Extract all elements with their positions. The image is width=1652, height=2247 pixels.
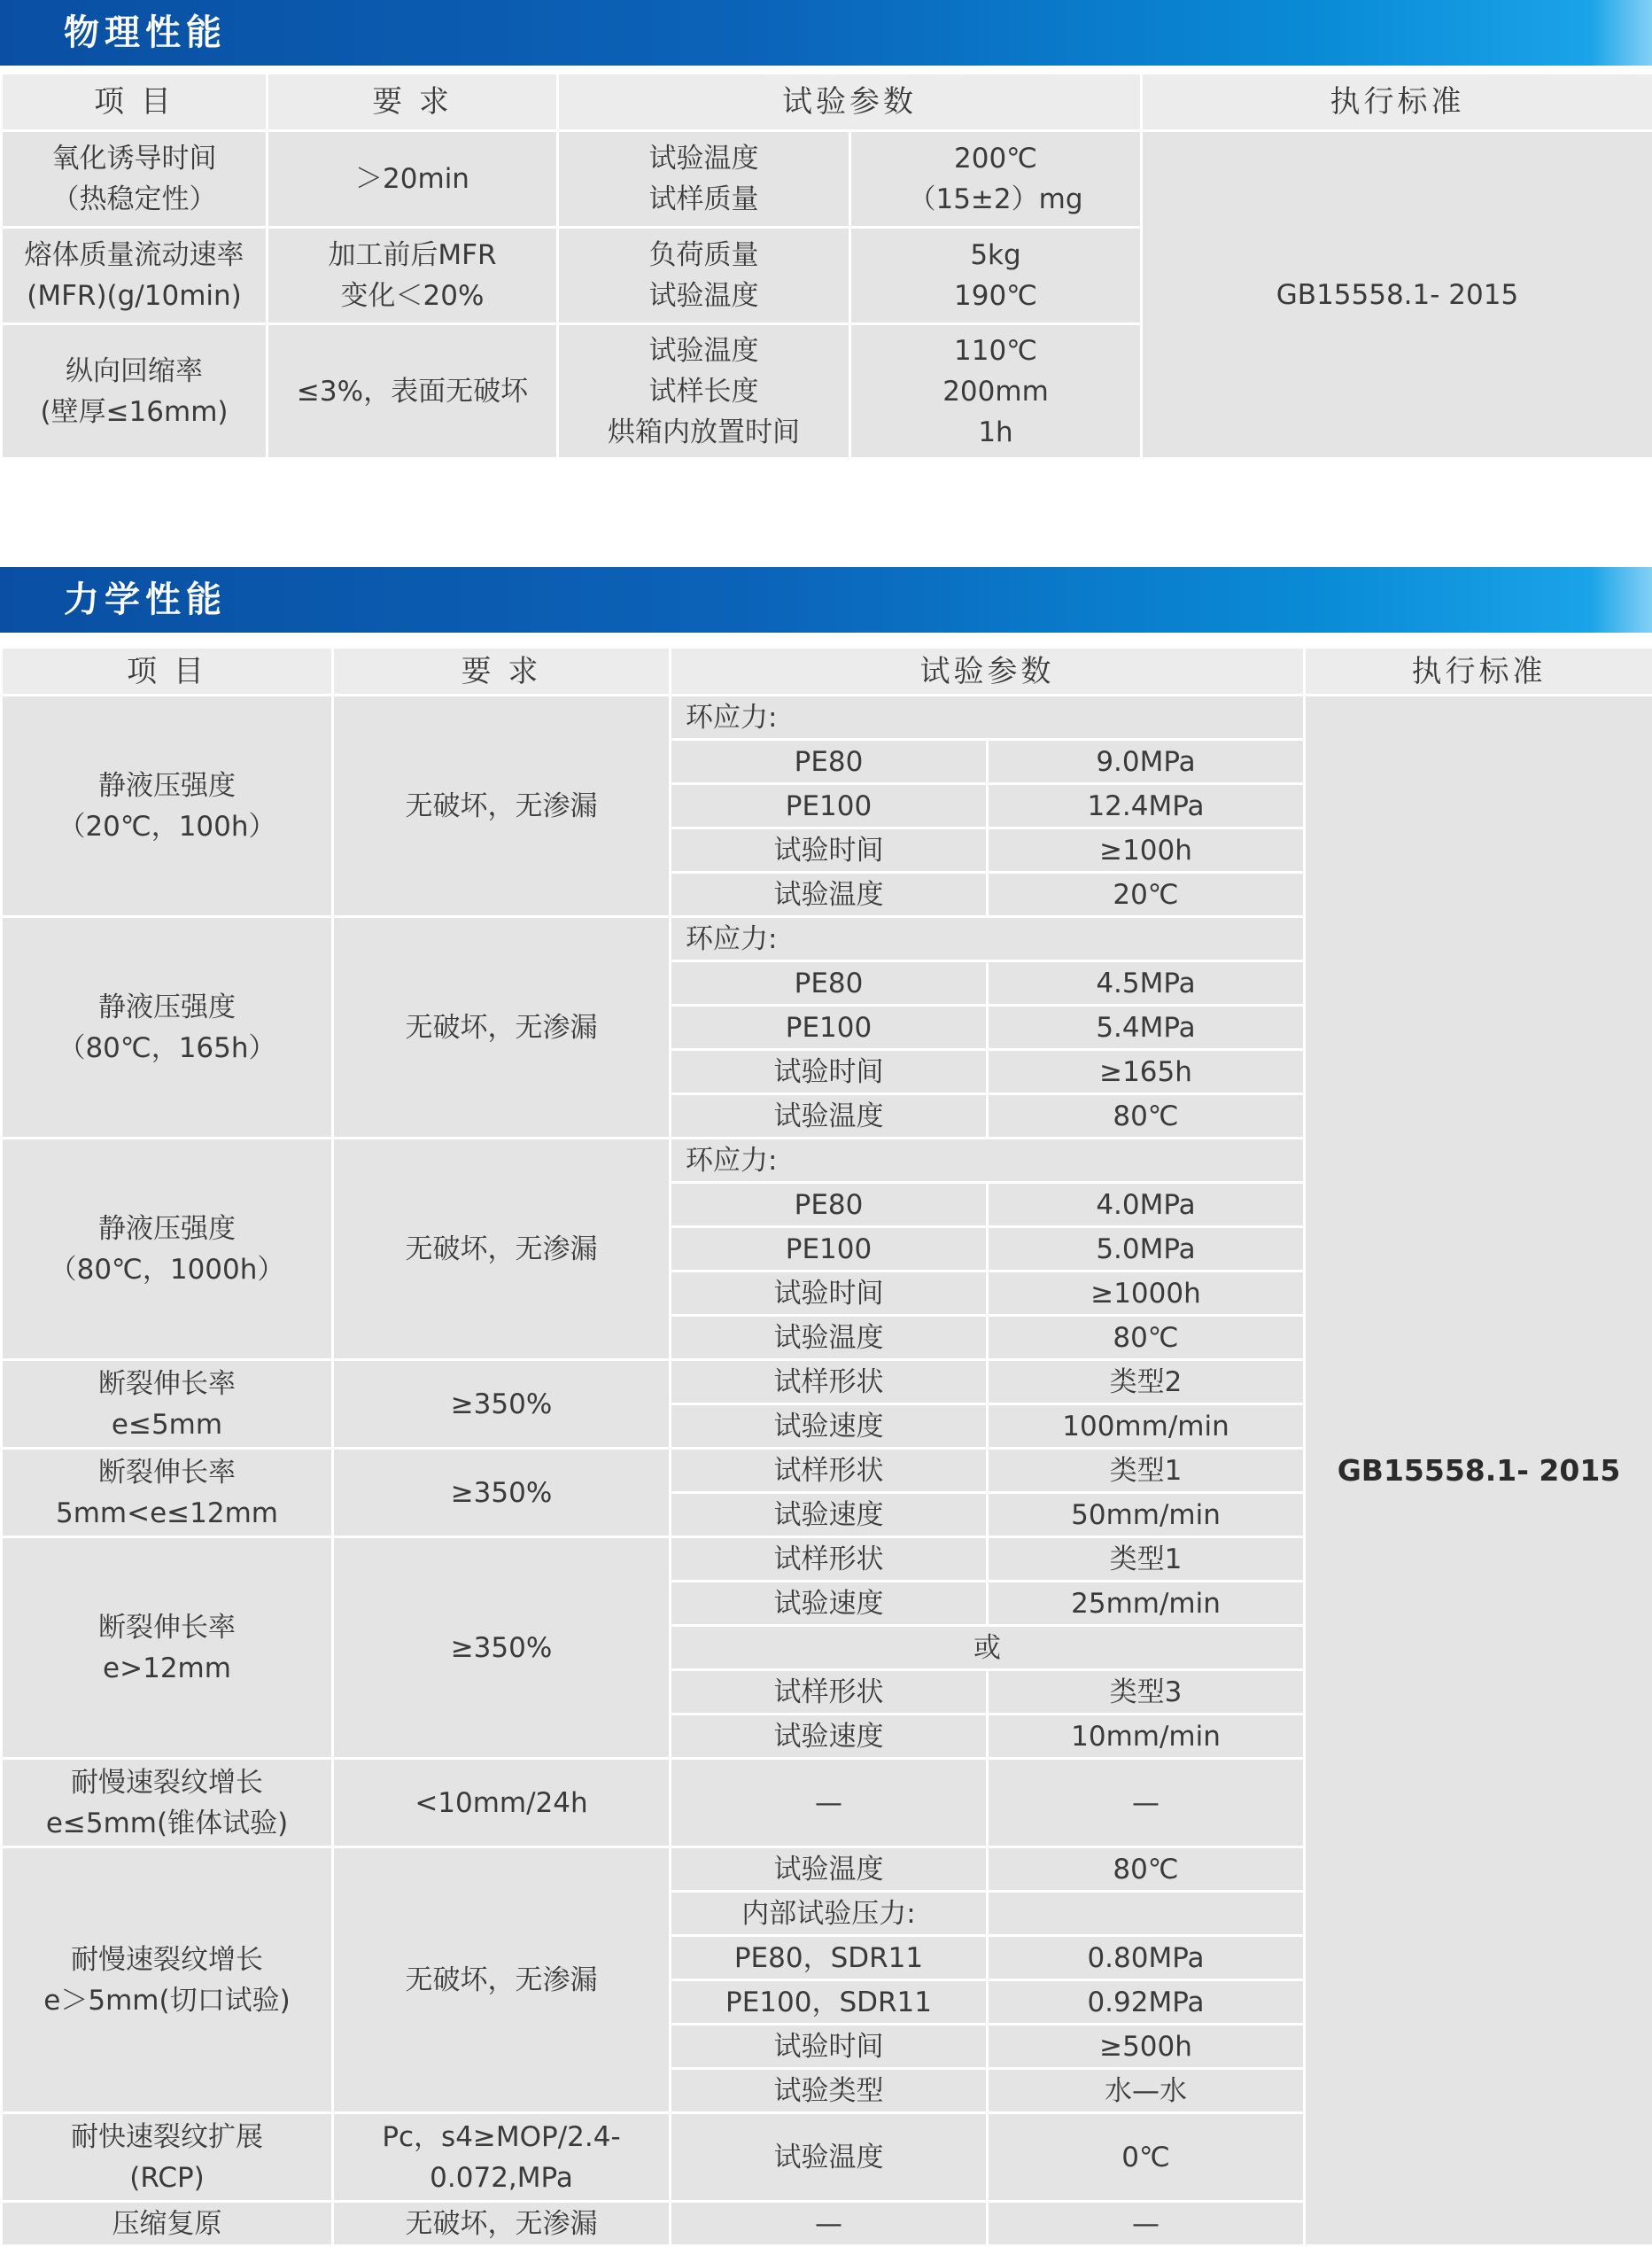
- param-value: [988, 1892, 1305, 1936]
- param-name: 试验速度: [671, 1714, 988, 1759]
- section-title-bar-physical: [0, 0, 1652, 66]
- param-name: PE80: [671, 1183, 988, 1227]
- standard-cell: GB15558.1- 2015: [1305, 696, 1652, 2246]
- param-name: 试验温度: [671, 1847, 988, 1892]
- item-line: 耐快速裂纹扩展: [3, 2117, 331, 2158]
- header-item: 项 目: [2, 74, 268, 131]
- table-row: [2, 131, 1652, 228]
- param-name: 负荷质量: [559, 235, 849, 276]
- param-value: ≥1000h: [988, 1271, 1305, 1316]
- header-params: 试验参数: [558, 74, 1142, 131]
- param-value: 5.0MPa: [988, 1227, 1305, 1271]
- requirement-cell: [333, 2113, 671, 2202]
- param-name: 试样质量: [559, 179, 849, 220]
- item-cell: [2, 1449, 333, 1537]
- requirement-cell: 无破坏，无渗漏: [333, 917, 671, 1139]
- param-name: 试验时间: [671, 1271, 988, 1316]
- param-name: PE80: [671, 740, 988, 784]
- requirement-line: 加工前后MFR: [268, 235, 556, 276]
- param-name-cell: [558, 228, 850, 324]
- item-line: 断裂伸长率: [3, 1607, 331, 1648]
- item-cell: [2, 696, 333, 917]
- requirement-cell: 无破坏，无渗漏: [333, 1847, 671, 2113]
- or-separator: 或: [671, 1626, 1305, 1670]
- item-cell: [2, 1847, 333, 2113]
- param-value: 1h: [851, 412, 1140, 453]
- section-title: 力学性能: [64, 567, 227, 633]
- header-standard: 执行标准: [1305, 648, 1652, 696]
- param-name: —: [671, 1759, 988, 1847]
- param-group-label: 环应力:: [671, 1139, 1305, 1183]
- item-cell: [2, 324, 268, 459]
- item-cell: [2, 2113, 333, 2202]
- requirement-cell: [268, 131, 558, 228]
- item-line: （20℃，100h）: [3, 806, 331, 847]
- requirement-cell: ≥350%: [333, 1449, 671, 1537]
- param-name: PE100: [671, 1227, 988, 1271]
- param-name: PE100，SDR11: [671, 1980, 988, 2025]
- item-line: 耐慢速裂纹增长: [3, 1940, 331, 1980]
- param-name: 试验温度: [559, 330, 849, 371]
- param-name: 试样形状: [671, 1360, 988, 1404]
- requirement-cell: ≥350%: [333, 1537, 671, 1759]
- param-name: 试验温度: [671, 873, 988, 917]
- param-value: 200mm: [851, 371, 1140, 412]
- param-name: PE80: [671, 961, 988, 1006]
- param-name: 试验温度: [671, 2113, 988, 2202]
- param-value: 100mm/min: [988, 1404, 1305, 1449]
- requirement-line: 0.072,MPa: [334, 2158, 669, 2198]
- param-value: 25mm/min: [988, 1582, 1305, 1626]
- standard-cell: GB15558.1- 2015: [1142, 131, 1652, 459]
- param-value: 0.80MPa: [988, 1936, 1305, 1980]
- param-name: PE100: [671, 784, 988, 828]
- param-name-cell: [558, 324, 850, 459]
- param-value: 水—水: [988, 2069, 1305, 2113]
- param-name: PE100: [671, 1006, 988, 1050]
- param-value: 20℃: [988, 873, 1305, 917]
- requirement-line: 变化＜20%: [268, 276, 556, 316]
- param-value: ≥500h: [988, 2025, 1305, 2069]
- param-name: 试验速度: [671, 1404, 988, 1449]
- param-value: 5.4MPa: [988, 1006, 1305, 1050]
- item-line: （80℃，165h）: [3, 1028, 331, 1069]
- param-value: 200℃: [851, 138, 1140, 179]
- item-line: 静液压强度: [3, 987, 331, 1028]
- param-value: 80℃: [988, 1847, 1305, 1892]
- param-value: 类型1: [988, 1537, 1305, 1582]
- item-line: e>12mm: [3, 1648, 331, 1689]
- param-name: 试验速度: [671, 1493, 988, 1537]
- title-bar-gloss: [1590, 567, 1652, 633]
- param-name: 试样形状: [671, 1670, 988, 1714]
- param-value: 类型3: [988, 1670, 1305, 1714]
- param-name: 试验类型: [671, 2069, 988, 2113]
- header-requirement: 要 求: [268, 74, 558, 131]
- param-name: 试验速度: [671, 1582, 988, 1626]
- item-line: e≤5mm: [3, 1404, 331, 1445]
- header-item: 项 目: [2, 648, 333, 696]
- item-line: e≤5mm(锥体试验): [3, 1803, 331, 1844]
- param-name: 试样形状: [671, 1449, 988, 1493]
- param-value: 80℃: [988, 1094, 1305, 1139]
- item-cell: [2, 917, 333, 1139]
- param-value-cell: [850, 228, 1142, 324]
- param-name: —: [671, 2202, 988, 2246]
- requirement-cell: 无破坏，无渗漏: [333, 696, 671, 917]
- item-line: 静液压强度: [3, 766, 331, 806]
- param-value: 5kg: [851, 235, 1140, 276]
- param-group-label: 环应力:: [671, 696, 1305, 740]
- requirement-line: ≤3%，表面无破坏: [268, 371, 556, 412]
- param-name: 内部试验压力:: [671, 1892, 988, 1936]
- param-value: ≥165h: [988, 1050, 1305, 1094]
- param-value: 12.4MPa: [988, 784, 1305, 828]
- item-line: 熔体质量流动速率: [3, 235, 266, 276]
- item-line: 氧化诱导时间: [3, 138, 266, 179]
- item-line: 耐慢速裂纹增长: [3, 1762, 331, 1803]
- param-value: 190℃: [851, 276, 1140, 316]
- header-standard: 执行标准: [1142, 74, 1652, 131]
- item-line: (MFR)(g/10min): [3, 276, 266, 316]
- param-value: 110℃: [851, 330, 1140, 371]
- item-cell: [2, 131, 268, 228]
- param-value: 9.0MPa: [988, 740, 1305, 784]
- param-name: 试验温度: [671, 1316, 988, 1360]
- mechanical-properties-table: [0, 646, 1652, 2247]
- item-line: 5mm<e≤12mm: [3, 1493, 331, 1534]
- item-line: 断裂伸长率: [3, 1364, 331, 1404]
- param-value-cell: [850, 131, 1142, 228]
- param-value: 0℃: [988, 2113, 1305, 2202]
- param-value: （15±2）mg: [851, 179, 1140, 220]
- header-params: 试验参数: [671, 648, 1305, 696]
- item-cell: [2, 1139, 333, 1360]
- item-line: 静液压强度: [3, 1209, 331, 1249]
- param-name: PE80，SDR11: [671, 1936, 988, 1980]
- param-name: 试验温度: [559, 138, 849, 179]
- param-name: 试验时间: [671, 1050, 988, 1094]
- param-value: —: [988, 1759, 1305, 1847]
- param-name: 试验温度: [559, 276, 849, 316]
- param-value: 4.5MPa: [988, 961, 1305, 1006]
- param-value: 0.92MPa: [988, 1980, 1305, 2025]
- param-value: —: [988, 2202, 1305, 2246]
- param-name: 试验时间: [671, 828, 988, 873]
- section-title-bar-mechanical: [0, 567, 1652, 633]
- requirement-line: ＞20min: [268, 159, 556, 199]
- requirement-cell: 无破坏，无渗漏: [333, 2202, 671, 2246]
- param-value: 类型1: [988, 1449, 1305, 1493]
- item-line: 断裂伸长率: [3, 1452, 331, 1493]
- param-name: 试样长度: [559, 371, 849, 412]
- param-name: 试验时间: [671, 2025, 988, 2069]
- item-line: (壁厚≤16mm): [3, 392, 266, 432]
- param-name: 试验温度: [671, 1094, 988, 1139]
- param-group-label: 环应力:: [671, 917, 1305, 961]
- param-value: 4.0MPa: [988, 1183, 1305, 1227]
- item-cell: [2, 228, 268, 324]
- item-cell: 压缩复原: [2, 2202, 333, 2246]
- param-value: 80℃: [988, 1316, 1305, 1360]
- section-title: 物理性能: [64, 0, 227, 66]
- param-name: 烘箱内放置时间: [559, 412, 849, 453]
- item-line: （80℃，1000h）: [3, 1249, 331, 1290]
- item-line: e＞5mm(切口试验): [3, 1980, 331, 2021]
- param-value: ≥100h: [988, 828, 1305, 873]
- requirement-cell: ≥350%: [333, 1360, 671, 1449]
- param-value: 10mm/min: [988, 1714, 1305, 1759]
- requirement-cell: <10mm/24h: [333, 1759, 671, 1847]
- table-row: [2, 696, 1652, 740]
- item-cell: [2, 1360, 333, 1449]
- requirement-cell: 无破坏，无渗漏: [333, 1139, 671, 1360]
- header-requirement: 要 求: [333, 648, 671, 696]
- requirement-cell: [268, 324, 558, 459]
- item-line: （热稳定性）: [3, 179, 266, 220]
- table-header-row: [2, 648, 1652, 696]
- item-cell: [2, 1759, 333, 1847]
- table-header-row: [2, 74, 1652, 131]
- item-line: 纵向回缩率: [3, 351, 266, 392]
- physical-properties-table: [0, 72, 1652, 460]
- item-line: (RCP): [3, 2158, 331, 2198]
- requirement-line: Pc，s4≥MOP/2.4-: [334, 2117, 669, 2158]
- param-value-cell: [850, 324, 1142, 459]
- param-name: 试样形状: [671, 1537, 988, 1582]
- item-cell: [2, 1537, 333, 1759]
- param-value: 50mm/min: [988, 1493, 1305, 1537]
- title-bar-gloss: [1590, 0, 1652, 66]
- param-name-cell: [558, 131, 850, 228]
- param-value: 类型2: [988, 1360, 1305, 1404]
- requirement-cell: [268, 228, 558, 324]
